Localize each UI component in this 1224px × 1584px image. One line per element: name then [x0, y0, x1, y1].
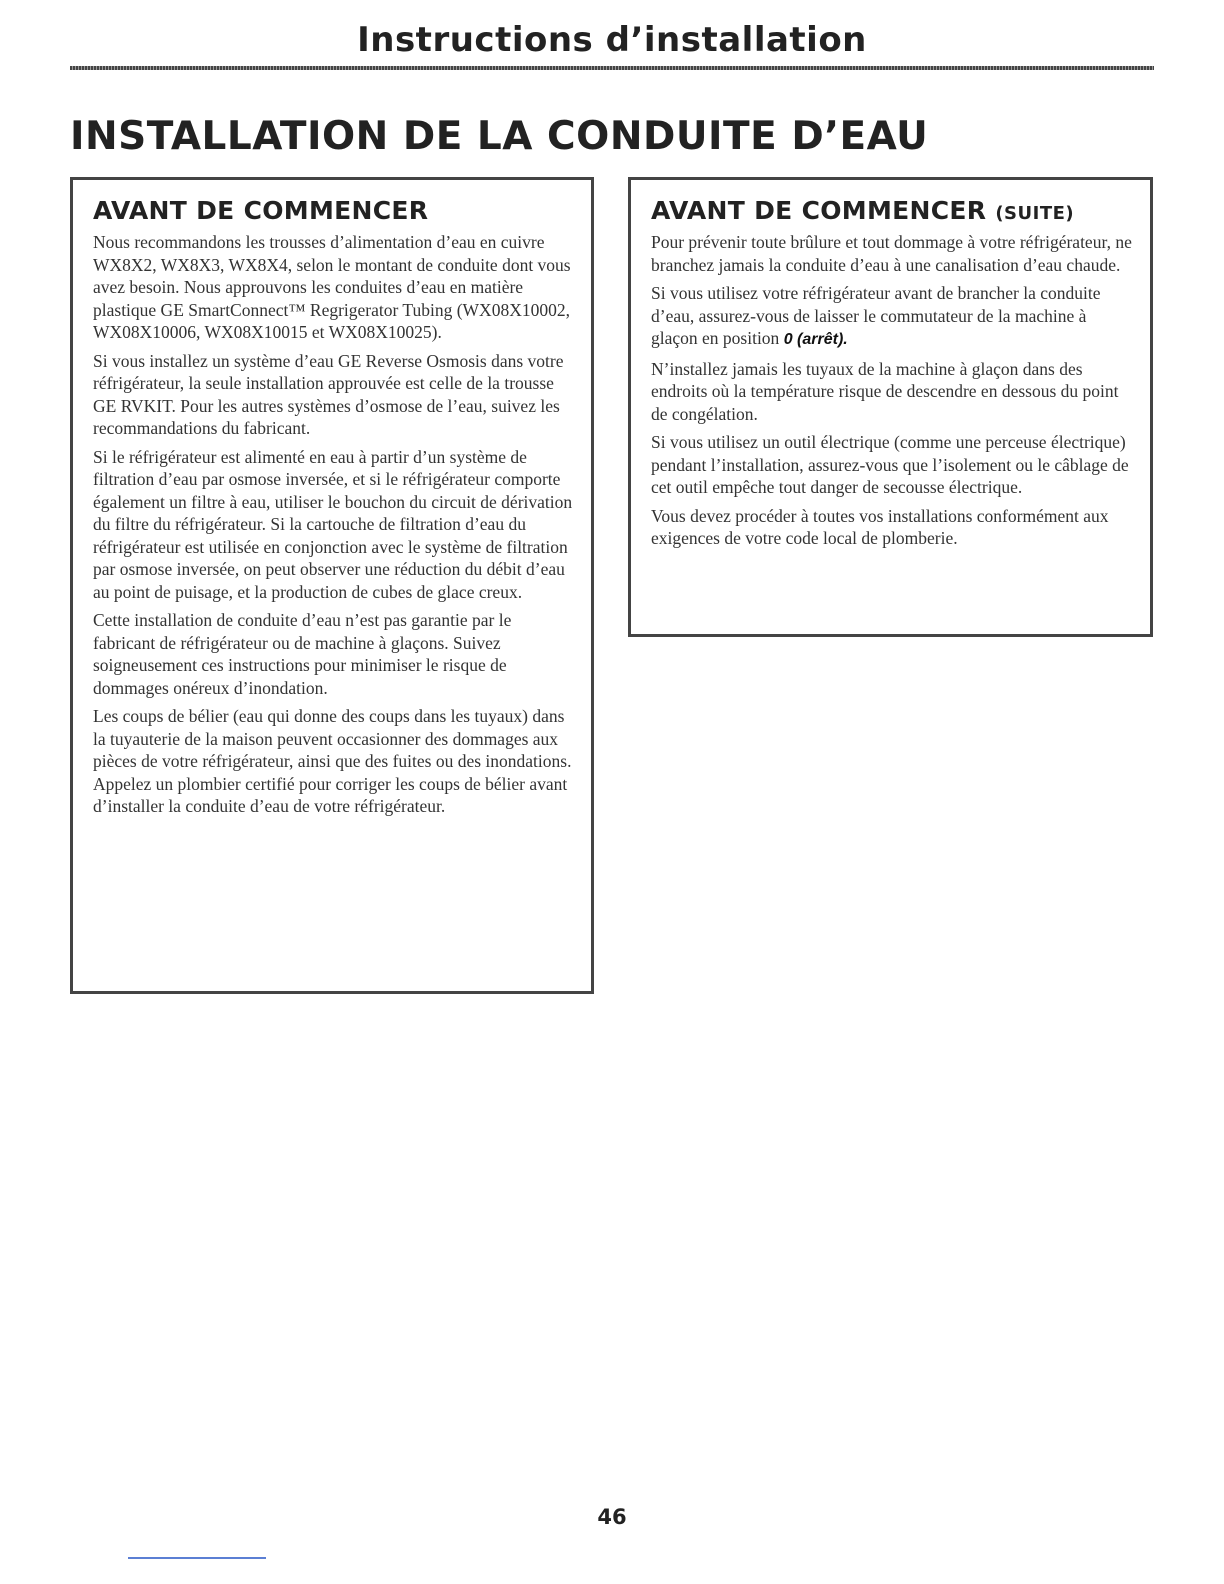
paragraph-power-tool: Si vous utilisez un outil électrique (comme une perceuse électrique) pendant l’installation, assurez-vous que l’isolement ou le câblage de cet outil empêche tout danger de secousse électrique.	[651, 432, 1129, 497]
paragraph-local-code: Vous devez procéder à toutes vos installations conformément aux exigences de votre code local de plomberie.	[651, 505, 1109, 548]
icemaker-switch-text: Si vous utilisez votre réfrigérateur avant de brancher la conduite d’eau, assurez-vous de laisser le commutateur de la machine à glaçon en position	[651, 283, 1101, 348]
paragraph-tubing-kits: Nous recommandons les trousses d’alimentation d’eau en cuivre WX8X2, WX8X3, WX8X4, selon le montant de conduite dont vous avez besoin. Nous approuvons les conduites d’eau en matière plastique GE SmartConnect™ Regrigerator Tubing (WX08X10002, WX08X10006, WX08X10015 et WX08X10025).	[93, 232, 571, 342]
paragraph-reverse-osmosis: Si vous installez un système d’eau GE Reverse Osmosis dans votre réfrigérateur, la seule installation approuvée est celle de la trousse GE RVKIT. Pour les autres systèmes d’osmose de l’eau, suivez les recommandations du fabricant.	[93, 350, 564, 438]
paragraph-hot-water: Pour prévenir toute brûlure et tout dommage à votre réfrigérateur, ne branchez jamais la conduite d’eau à une canalisation d’eau chaude.	[651, 232, 1132, 275]
header-divider	[70, 66, 1154, 70]
paragraph-icemaker-switch	[651, 282, 1132, 352]
section-title: INSTALLATION DE LA CONDUITE D’EAU	[70, 114, 929, 159]
paragraph-warranty: Cette installation de conduite d’eau n’est pas garantie par le fabricant de réfrigérateur ou de machine à glaçons. Suivez soigneusement ces instructions pour minimiser le risque de dommages onéreux d’inondation.	[93, 610, 512, 698]
box-heading-text: AVANT DE COMMENCER	[651, 196, 987, 225]
before-you-begin-box	[70, 177, 594, 994]
paragraph-water-hammer: Les coups de bélier (eau qui donne des coups dans les tuyaux) dans la tuyauterie de la maison peuvent occasionner des dommages aux pièces de votre réfrigérateur, ainsi que des fuites ou des inondations. Appelez un plombier certifié pour corriger les coups de bélier avant d’installer la conduite d’eau de votre réfrigérateur.	[93, 706, 572, 816]
before-you-begin-continued-box	[628, 177, 1153, 637]
footer-line	[128, 1557, 266, 1559]
heading-suffix: (SUITE)	[995, 203, 1075, 224]
paragraph-filter-bypass: Si le réfrigérateur est alimenté en eau à partir d’un système de filtration d’eau par osmose inversée, et si le réfrigérateur comporte également un filtre à eau, utiliser le bouchon du circuit de dérivation du filtre du réfrigérateur. Si la cartouche de filtration d’eau du réfrigérateur est utilisée en conjonction avec le système de filtration par osmose inversée, on peut observer une réduction du débit d’eau au point de puisage, et la production de cubes de glace creux.	[93, 446, 573, 602]
off-position-label: 0 (arrêt).	[783, 331, 848, 348]
page-number: 46	[597, 1505, 627, 1529]
box-heading-continued	[651, 196, 1132, 225]
page-header-title: Instructions d’installation	[357, 20, 867, 60]
paragraph-freezing: N’installez jamais les tuyaux de la machine à glaçon dans des endroits où la température risque de descendre en dessous du point de congélation.	[651, 358, 1119, 424]
box-heading: AVANT DE COMMENCER	[93, 196, 429, 225]
